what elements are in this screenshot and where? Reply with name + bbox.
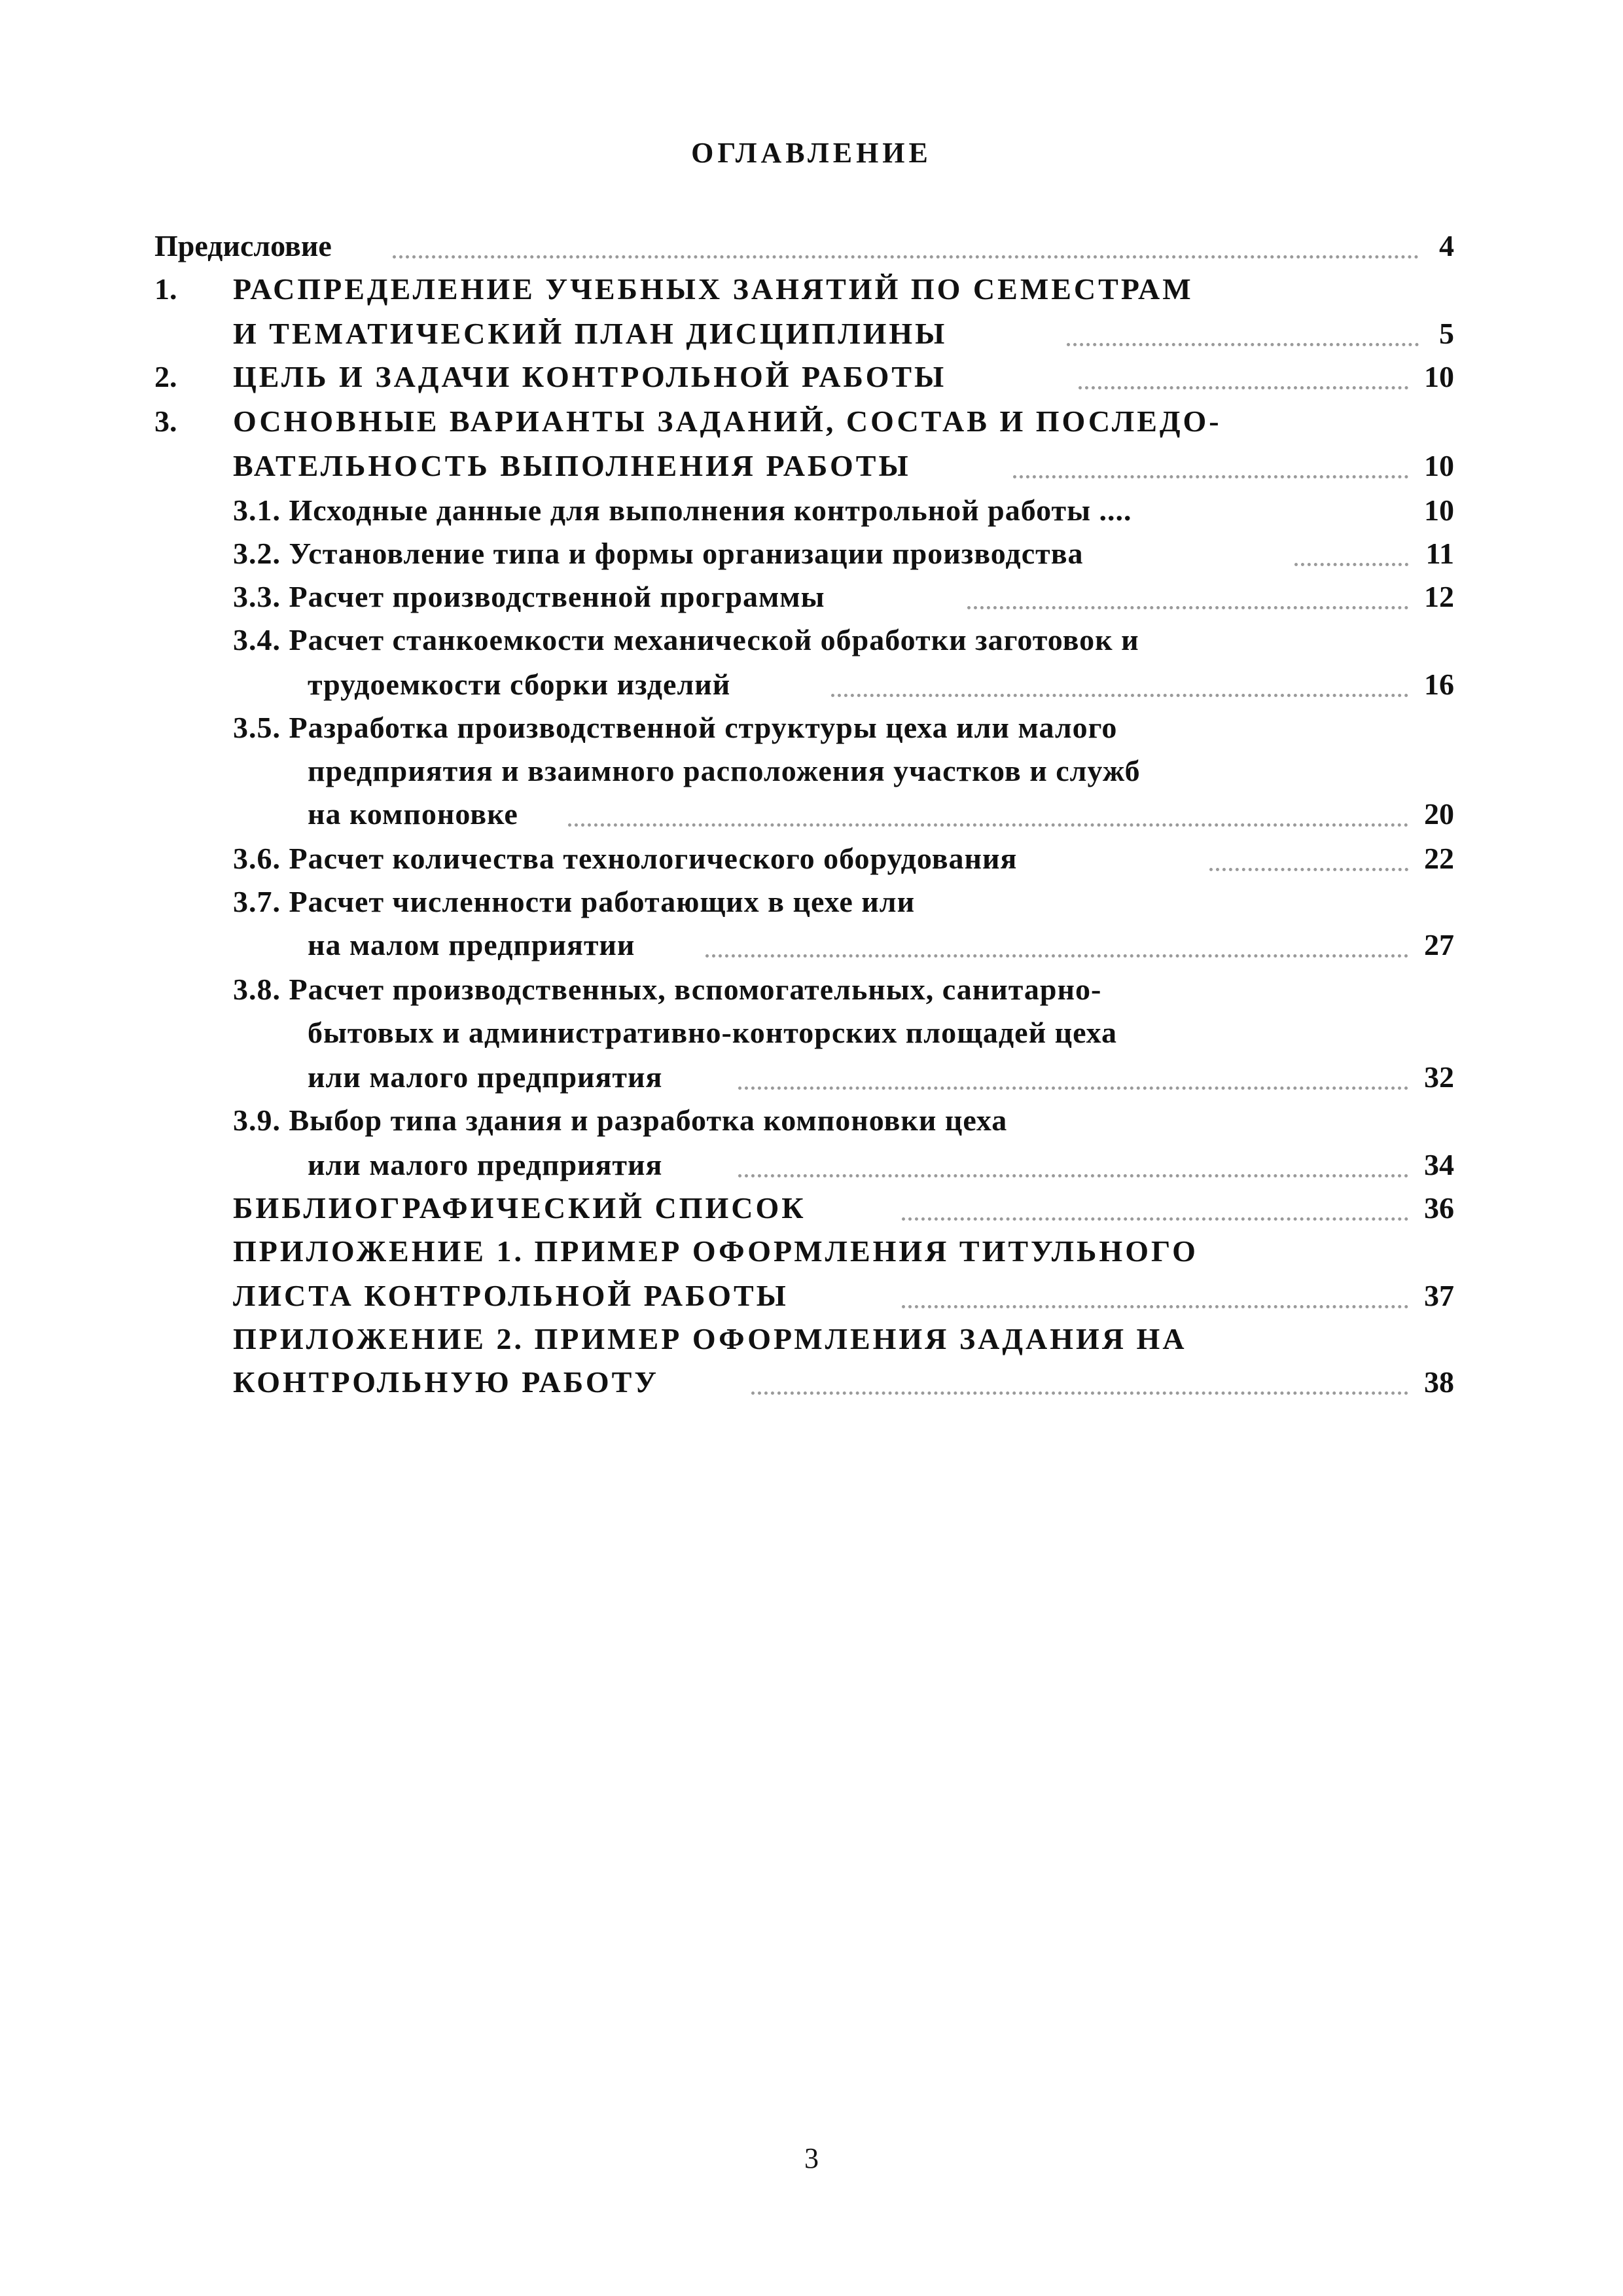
toc-entry-3-8-line1[interactable] [0,969,1623,1011]
dot-leader [1067,343,1419,346]
toc-entry-3-6[interactable] [0,838,1623,880]
toc-entry-text: 3.7. Расчет численности работающих в цехе или [233,885,916,918]
toc-entry-text: на малом предприятии [308,928,635,961]
toc-entry-text: КОНТРОЛЬНУЮ РАБОТУ [233,1365,660,1399]
toc-section-number: 1. [154,272,177,306]
toc-entry-3-9-line1[interactable] [0,1100,1623,1141]
toc-entry-text: 3.5. Разработка производственной структуры цеха или малого [233,711,1118,744]
toc-page-number: 4 [1439,229,1454,262]
toc-entry-text: ВАТЕЛЬНОСТЬ ВЫПОЛНЕНИЯ РАБОТЫ [233,449,911,482]
toc-entry-text: 3.6. Расчет количества технологического оборудования [233,842,1018,875]
toc-entry-3-8-line2[interactable] [0,1012,1623,1054]
toc-entry-3-5-line3[interactable] [0,793,1623,835]
toc-title: ОГЛАВЛЕНИЕ [691,137,932,169]
toc-entry-text: 3.8. Расчет производственных, вспомогательных, санитарно- [233,973,1102,1006]
toc-section-number: 3. [154,404,177,438]
toc-page-number: 10 [1424,360,1454,393]
toc-entry-text: ПРИЛОЖЕНИЕ 1. ПРИМЕР ОФОРМЛЕНИЯ ТИТУЛЬНОГО [233,1234,1198,1268]
toc-entry-text: 3.9. Выбор типа здания и разработка компоновки цеха [233,1103,1008,1137]
dot-leader [831,694,1408,697]
toc-entry-text: 3.1. Исходные данные для выполнения контрольной работы .... [233,493,1132,527]
toc-entry-3-7-line2[interactable] [0,924,1623,966]
toc-entry-section-1-line1[interactable] [0,268,1623,310]
toc-entry-text: или малого предприятия [308,1148,663,1181]
toc-entry-text: предприятия и взаимного расположения участков и служб [308,754,1141,787]
dot-leader [1079,386,1408,389]
toc-page-number: 36 [1424,1191,1454,1225]
toc-entry-text: Предисловие [154,229,332,262]
toc-entry-text: ЛИСТА КОНТРОЛЬНОЙ РАБОТЫ [233,1279,789,1312]
toc-page-number: 20 [1424,797,1454,831]
toc-entry-text: трудоемкости сборки изделий [308,668,731,701]
dot-leader [1013,475,1408,478]
toc-entry-section-2[interactable] [0,356,1623,398]
toc-entry-3-2[interactable] [0,533,1623,575]
toc-page-number: 5 [1439,317,1454,350]
toc-page-number: 37 [1424,1279,1454,1312]
toc-entry-text: 3.4. Расчет станкоемкости механической обработки заготовок и [233,623,1139,656]
toc-page-number: 11 [1425,537,1454,570]
toc-entry-appendix-2-line2[interactable] [0,1361,1623,1403]
toc-entry-appendix-2-line1[interactable] [0,1318,1623,1360]
toc-page-number: 32 [1424,1060,1454,1094]
toc-entry-text: ПРИЛОЖЕНИЕ 2. ПРИМЕР ОФОРМЛЕНИЯ ЗАДАНИЯ НА [233,1322,1187,1355]
toc-entry-text: ОСНОВНЫЕ ВАРИАНТЫ ЗАДАНИЙ, СОСТАВ И ПОСЛЕДО- [233,404,1222,438]
toc-page-number: 34 [1424,1148,1454,1181]
toc-page-number: 38 [1424,1365,1454,1399]
toc-entry-text: или малого предприятия [308,1060,663,1094]
toc-entry-section-1-line2[interactable] [0,313,1623,355]
toc-entry-3-8-line3[interactable] [0,1056,1623,1098]
dot-leader [705,954,1408,958]
dot-leader [967,606,1408,609]
toc-entry-text: И ТЕМАТИЧЕСКИЙ ПЛАН ДИСЦИПЛИНЫ [233,317,948,350]
toc-entry-3-5-line2[interactable] [0,750,1623,792]
dot-leader [751,1391,1408,1395]
toc-entry-3-9-line2[interactable] [0,1144,1623,1186]
toc-entry-text: РАСПРЕДЕЛЕНИЕ УЧЕБНЫХ ЗАНЯТИЙ ПО СЕМЕСТРАМ [233,272,1194,306]
toc-page-number: 12 [1424,580,1454,613]
toc-entry-3-5-line1[interactable] [0,707,1623,749]
dot-leader [1209,868,1408,871]
toc-page-number: 16 [1424,668,1454,701]
toc-entry-section-3-line2[interactable] [0,445,1623,487]
toc-entry-text: на компоновке [308,797,518,831]
toc-page-number: 27 [1424,928,1454,961]
dot-leader [393,255,1419,259]
dot-leader [738,1174,1408,1177]
dot-leader [568,823,1408,827]
dot-leader [738,1086,1408,1090]
toc-entry-text: БИБЛИОГРАФИЧЕСКИЙ СПИСОК [233,1191,806,1225]
toc-page-number: 22 [1424,842,1454,875]
toc-entry-3-4-line2[interactable] [0,664,1623,706]
page-number: 3 [804,2142,819,2174]
toc-entry-bibliography[interactable] [0,1187,1623,1229]
toc-entry-3-1[interactable] [0,490,1623,531]
toc-entry-text: ЦЕЛЬ И ЗАДАЧИ КОНТРОЛЬНОЙ РАБОТЫ [233,360,947,393]
toc-entry-3-3[interactable] [0,576,1623,618]
toc-entry-text: бытовых и административно-конторских площадей цеха [308,1016,1117,1049]
dot-leader [1294,563,1408,566]
toc-entry-appendix-1-line2[interactable] [0,1275,1623,1317]
toc-entry-text: 3.3. Расчет производственной программы [233,580,825,613]
toc-page-number: 10 [1424,449,1454,482]
dot-leader [902,1217,1408,1221]
dot-leader [902,1305,1408,1308]
toc-entry-preface[interactable] [0,225,1623,267]
toc-entry-text: 3.2. Установление типа и формы организации производства [233,537,1084,570]
toc-entry-appendix-1-line1[interactable] [0,1230,1623,1272]
toc-entry-3-7-line1[interactable] [0,881,1623,923]
toc-section-number: 2. [154,360,177,393]
toc-entry-3-4-line1[interactable] [0,619,1623,661]
toc-entry-section-3-line1[interactable] [0,401,1623,442]
toc-page-number: 10 [1424,493,1454,527]
